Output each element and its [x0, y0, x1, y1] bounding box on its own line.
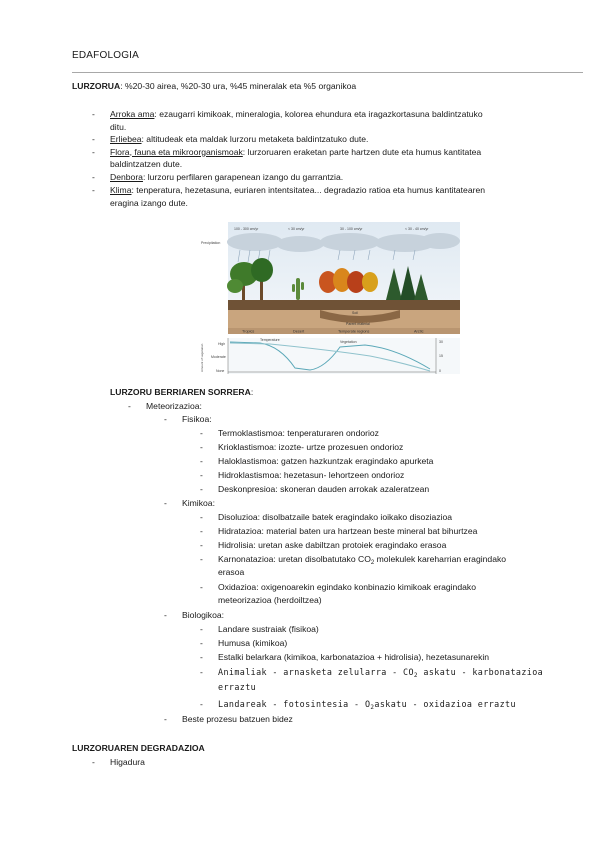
biologikoa-item-cont: erraztu [218, 682, 257, 692]
zone-label: Arctic [414, 329, 424, 334]
factor-term: Flora, fauna eta mikroorganismoak [110, 146, 243, 157]
factor-term: Klima [110, 185, 132, 195]
kimikoa-text: molekulek kareharrian eragindako [374, 554, 507, 564]
biologikoa-text: Landareak - fotosintesia - O [218, 699, 371, 709]
bullet-dash: - [92, 134, 95, 144]
graph-label-moderate: Moderate [211, 355, 226, 359]
bullet-dash: - [164, 498, 167, 508]
factor-item [110, 184, 485, 197]
biologikoa-item [218, 666, 543, 679]
factor-text: : lurzoruaren eraketan parte hartzen dute eta humus kantitatea [242, 146, 482, 157]
factor-text-cont: eragina izango dute. [110, 197, 188, 208]
kimikoa-item-cont: erasoa [218, 567, 245, 577]
bullet-dash: - [164, 610, 167, 620]
bullet-dash: - [200, 624, 203, 634]
bullet-dash: - [164, 714, 167, 724]
section-title-colon: : [250, 387, 254, 397]
section-title [110, 386, 253, 399]
bullet-dash: - [200, 470, 203, 480]
bullet-dash: - [200, 582, 203, 592]
bullet-dash: - [92, 172, 95, 182]
soil-formation-figure [200, 222, 460, 374]
kimikoa-item: Hidratazioa: material baten ura hartzean beste mineral bat bihurtzea [218, 526, 478, 536]
precip-label-1: 100 - 300 cm/yr [234, 227, 259, 231]
bullet-dash: - [200, 652, 203, 662]
kimikoa-item: Hidrolisia: uretan aske dabiltzan protoiek eragindako erasoa [218, 540, 447, 550]
kimikoa-text: Karnonatazioa: uretan disolbatutako CO [218, 554, 371, 564]
fisikoa-item: Termoklastismoa: tenperaturaren ondorioz [218, 428, 379, 438]
biologikoa-label: Biologikoa: [182, 610, 225, 620]
zone-label: Tropics [242, 329, 255, 334]
bullet-dash: - [92, 146, 95, 157]
subscript: 2 [370, 560, 375, 566]
degradazioa-item: Higadura [110, 757, 145, 767]
factor-text: : ezaugarri kimikoak, mineralogia, kolorea ehundura eta iragazkortasuna baldintzatuko [154, 109, 483, 119]
biologikoa-text: askatu - karbonatazioa [417, 667, 544, 677]
biologikoa-item: Landare sustraiak (fisikoa) [218, 624, 319, 634]
fisikoa-label: Fisikoa: [182, 414, 212, 424]
kimikoa-label: Kimikoa: [182, 498, 215, 508]
factor-term: Arroka ama [110, 109, 155, 119]
bullet-dash: - [200, 428, 203, 438]
bullet-dash: - [200, 638, 203, 648]
vegetation-label: Vegetation [340, 340, 357, 344]
fisikoa-item: Krioklastismoa: izozte- urtze prozesuen ondorioz [218, 442, 404, 452]
kimikoa-item: Disoluzioa: disolbatzaile batek eragindako ioikako disoziazioa [218, 512, 453, 522]
intro-term: LURZORUA [72, 81, 121, 91]
factor-item [110, 108, 483, 121]
graph-tick: 15 [439, 354, 443, 358]
soil-label: Soil [352, 311, 358, 315]
intro-text: : %20-30 airea, %20-30 ura, %45 mineralak eta %5 organikoa [120, 81, 357, 91]
precip-axis-label: Precipitation [201, 241, 221, 245]
biologikoa-text: askatu - oxidazioa erraztu [374, 699, 516, 709]
bullet-dash: - [92, 757, 95, 767]
intro-line [72, 80, 356, 93]
fisikoa-item: Haloklastismoa: gatzen hazkuntzak eragindako apurketa [218, 456, 434, 466]
biologikoa-text: Animaliak - arnasketa zelularra - CO [218, 667, 414, 677]
fisikoa-item: Hidroklastismoa: hezetasun- lehortzeen ondorioz [218, 470, 405, 480]
precip-label-3: 30 - 100 cm/yr [340, 227, 363, 231]
section-title-text: LURZORU BERRIAREN SORRERA [110, 387, 251, 397]
parent-material-label: Parent material [346, 322, 370, 326]
factor-item [110, 133, 368, 146]
bullet-dash: - [92, 185, 95, 195]
bullet-dash: - [128, 401, 131, 411]
kimikoa-item [218, 553, 506, 566]
temperature-label: Temperature [260, 338, 280, 342]
bullet-dash: - [200, 554, 203, 564]
bullet-dash: - [92, 109, 95, 119]
graph-tick: 30 [439, 340, 443, 344]
factor-text-cont: baldintzatzen dute. [110, 159, 183, 169]
factor-text: : tenperatura, hezetasuna, euriaren intentsitatea... degradazio ratioa eta humus kantitatearen [131, 185, 486, 195]
factor-item [110, 171, 343, 184]
bullet-dash: - [200, 512, 203, 522]
kimikoa-item-cont: meteorizazioa (herdoiltzea) [218, 595, 322, 605]
factor-term: Erliebea [110, 134, 142, 144]
bullet-dash: - [164, 414, 167, 424]
bullet-dash: - [200, 456, 203, 466]
graph-label-high: High [218, 342, 226, 346]
bullet-dash: - [200, 699, 203, 709]
meteorizazioa-label: Meteorizazioa: [146, 401, 202, 411]
header-divider [72, 72, 583, 73]
zone-label: Temperate regions [338, 329, 370, 334]
graph-label-none: None [216, 369, 225, 373]
section-title-degradazioa: LURZORUAREN DEGRADAZIOA [72, 743, 205, 753]
subscript: 2 [370, 704, 375, 711]
fisikoa-item: Deskonpresioa: skoneran dauden arrokak azaleratzean [218, 484, 430, 494]
subscript: 2 [413, 672, 418, 679]
soil-top-layer [228, 300, 460, 310]
precip-label-4: < 30 - 40 cm/yr [405, 227, 429, 231]
factor-item [110, 146, 481, 159]
page-header: EDAFOLOGIA [72, 50, 140, 61]
factor-text-cont: ditu. [110, 121, 127, 132]
factor-text: : altitudeak eta maldak lurzoru metaketa baldintzatuko dute. [141, 134, 369, 144]
kimikoa-item: Oxidazioa: oxigenoarekin egindako konbinazio kimikoak eragindako [218, 582, 476, 592]
bullet-dash: - [200, 540, 203, 550]
bullet-dash: - [200, 667, 203, 677]
graph-tick: 0 [439, 369, 441, 373]
cloud-band [227, 233, 460, 252]
bullet-dash: - [200, 484, 203, 494]
bullet-dash: - [200, 442, 203, 452]
factor-term: Denbora [110, 172, 143, 182]
biologikoa-item [218, 698, 516, 711]
bullet-dash: - [200, 526, 203, 536]
factor-text: : lurzoru perfilaren garapenean izango du garrantzia. [142, 172, 344, 182]
biologikoa-item: Estalki belarkara (kimikoa, karbonatazioa + hidrolisia), hezetasunarekin [218, 652, 490, 662]
zone-label: Desert [293, 329, 305, 334]
beste-item: Beste prozesu batzuen bidez [182, 714, 293, 724]
precip-label-2: < 30 cm/yr [288, 227, 305, 231]
graph-axis-label: Amount of vegetation [200, 343, 204, 372]
biologikoa-item: Humusa (kimikoa) [218, 638, 288, 648]
